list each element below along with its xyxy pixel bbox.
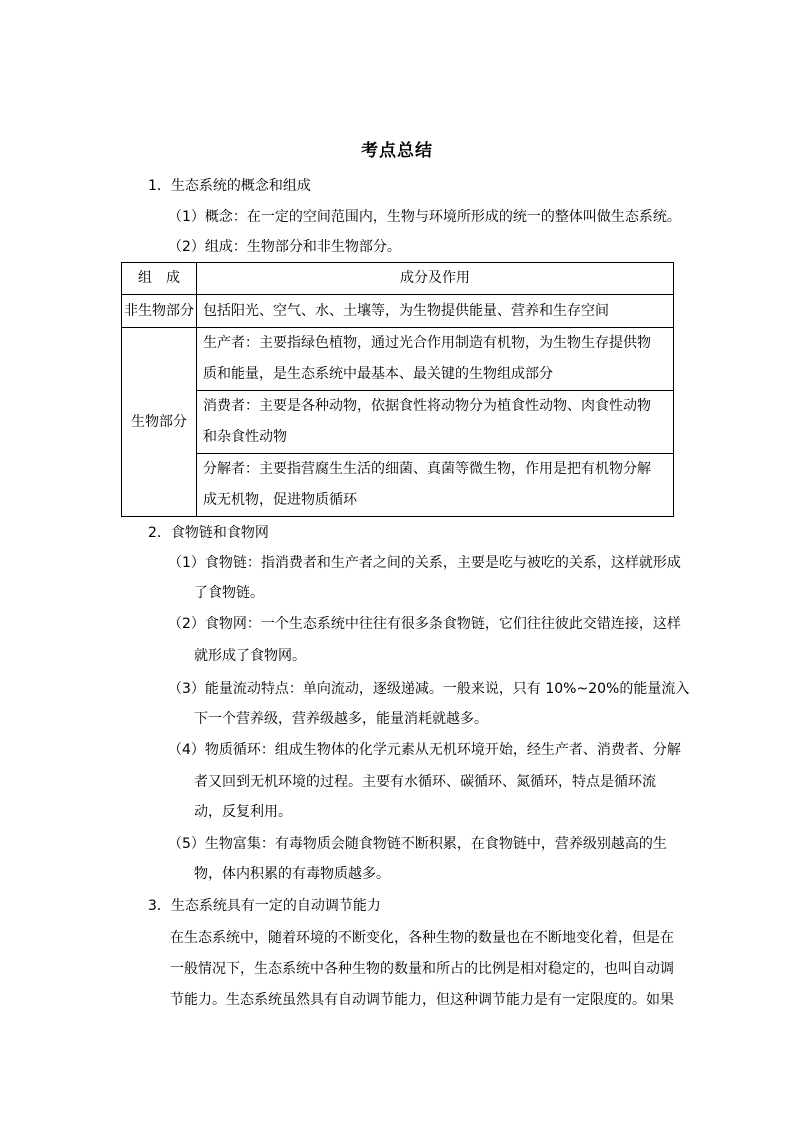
section-2-item-2-line-1: （2）食物网：一个生态系统中往往有很多条食物链，它们往往彼此交错连接，这样 <box>168 616 681 632</box>
table-row-producer <box>122 328 674 391</box>
decomposer-content <box>197 454 674 517</box>
section-2-item-1-line-2: 了食物链。 <box>194 585 264 601</box>
consumer-line-1: 消费者：主要是各种动物，依据食性将动物分为植食性动物、肉食性动物 <box>203 398 651 414</box>
table-row-abiotic <box>122 295 674 328</box>
section-2-item-1-line-1: （1）食物链：指消费者和生产者之间的关系，主要是吃与被吃的关系，这样就形成 <box>168 555 681 571</box>
table-row-decomposer <box>122 454 674 517</box>
section-2-item-5-line-2: 物，体内积累的有毒物质越多。 <box>194 866 390 882</box>
section-1-heading: 1．生态系统的概念和组成 <box>148 178 311 194</box>
consumer-line-2: 和杂食性动物 <box>203 429 287 445</box>
section-2-item-5-line-1: （5）生物富集：有毒物质会随食物链不断积累，在食物链中，营养级别越高的生 <box>168 836 667 852</box>
section-2-heading: 2．食物链和食物网 <box>148 525 269 541</box>
biotic-label: 生物部分 <box>122 328 197 517</box>
consumer-content <box>197 391 674 454</box>
producer-line-1: 生产者：主要指绿色植物，通过光合作用制造有机物，为生物生存提供物 <box>203 335 651 351</box>
section-1-item-1: （1）概念：在一定的空间范围内，生物与环境所形成的统一的整体叫做生态系统。 <box>168 209 681 225</box>
table-header-role: 成分及作用 <box>197 263 674 295</box>
producer-line-2: 质和能量，是生态系统中最基本、最关键的生物组成部分 <box>203 366 553 382</box>
section-2-item-4-line-1: （4）物质循环：组成生物体的化学元素从无机环境开始，经生产者、消费者、分解 <box>168 742 681 758</box>
table-row-consumer <box>122 391 674 454</box>
section-3-heading: 3．生态系统具有一定的自动调节能力 <box>148 898 381 914</box>
page-title: 考点总结 <box>361 141 433 161</box>
table-header-row <box>122 263 674 295</box>
abiotic-content: 包括阳光、空气、水、土壤等，为生物提供能量、营养和生存空间 <box>197 295 674 328</box>
section-2-item-3-line-1: （3）能量流动特点：单向流动，逐级递减。一般来说，只有 10%~20%的能量流入 <box>168 681 690 697</box>
section-2-item-2-line-2: 就形成了食物网。 <box>194 648 306 664</box>
section-2-item-4-line-3: 动，反复利用。 <box>194 804 292 820</box>
abiotic-label: 非生物部分 <box>122 295 197 328</box>
table-header-composition: 组 成 <box>122 263 197 295</box>
section-2-item-3-line-2: 下一个营养级，营养级越多，能量消耗就越多。 <box>194 711 488 727</box>
section-3-para-line-1: 在生态系统中，随着环境的不断变化，各种生物的数量也在不断地变化着，但是在 <box>170 930 674 946</box>
ecosystem-composition-table <box>121 262 674 517</box>
decomposer-line-1: 分解者：主要指营腐生生活的细菌、真菌等微生物，作用是把有机物分解 <box>203 461 651 477</box>
section-3-para-line-2: 一般情况下，生态系统中各种生物的数量和所占的比例是相对稳定的，也叫自动调 <box>170 961 674 977</box>
section-3-para-line-3: 节能力。生态系统虽然具有自动调节能力，但这种调节能力是有一定限度的。如果 <box>170 992 674 1008</box>
section-1-item-2: （2）组成：生物部分和非生物部分。 <box>168 239 401 255</box>
section-2-item-4-line-2: 者又回到无机环境的过程。主要有水循环、碳循环、氮循环，特点是循环流 <box>194 774 656 790</box>
producer-content <box>197 328 674 391</box>
decomposer-line-2: 成无机物，促进物质循环 <box>203 492 357 508</box>
